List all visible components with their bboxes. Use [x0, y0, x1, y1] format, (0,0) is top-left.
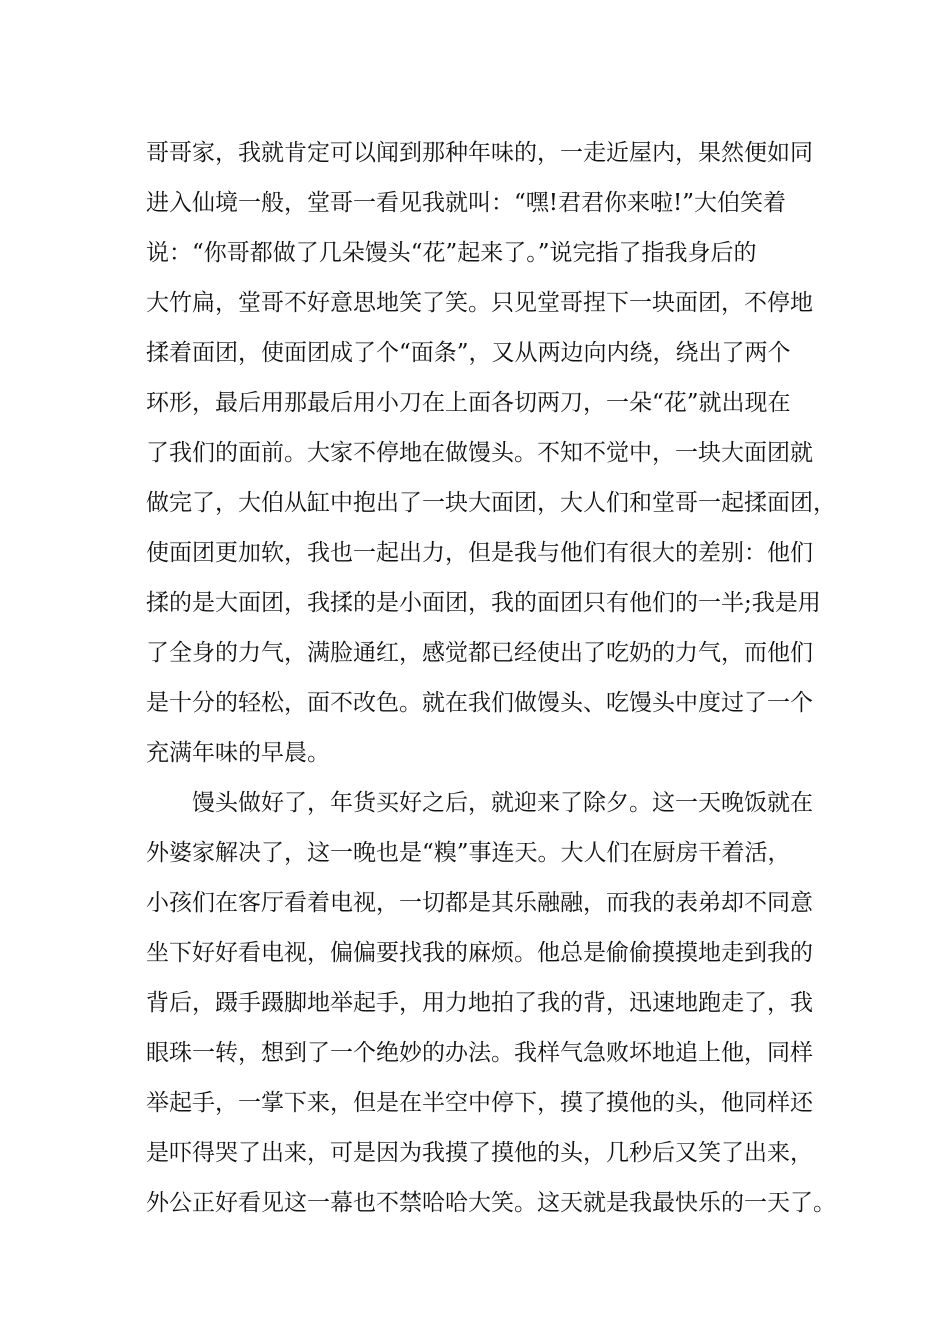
text-line: 充满年味的早晨。	[146, 740, 330, 766]
text-line: 外婆家解决了，这一晚也是“糗”事连天。大人们在厨房干着活，	[146, 840, 791, 866]
text-line: 小孩们在客厅看着电视，一切都是其乐融融，而我的表弟却不同意	[146, 890, 813, 916]
essay-text	[146, 128, 836, 1228]
text-line: 哥哥家，我就肯定可以闻到那种年味的，一走近屋内，果然便如同	[146, 140, 813, 166]
text-line: 坐下好好看电视，偏偏要找我的麻烦。他总是偷偷摸摸地走到我的	[146, 940, 813, 966]
text-line: 揉着面团，使面团成了个“面条”，又从两边向内绕，绕出了两个	[146, 340, 791, 366]
text-line: 背后，蹑手蹑脚地举起手，用力地拍了我的背，迅速地跑走了，我	[146, 990, 813, 1016]
text-line: 做完了，大伯从缸中抱出了一块大面团，大人们和堂哥一起揉面团，	[146, 490, 836, 516]
text-line: 了全身的力气，满脸通红，感觉都已经使出了吃奶的力气，而他们	[146, 640, 813, 666]
text-line: 大竹扁，堂哥不好意思地笑了笑。只见堂哥捏下一块面团，不停地	[146, 290, 813, 316]
text-line: 说：“你哥都做了几朵馒头“花”起来了。”说完指了指我身后的	[146, 240, 757, 266]
text-line: 是十分的轻松，面不改色。就在我们做馒头、吃馒头中度过了一个	[146, 690, 813, 716]
text-line: 使面团更加软，我也一起出力，但是我与他们有很大的差别：他们	[146, 540, 813, 566]
text-line: 举起手，一掌下来，但是在半空中停下，摸了摸他的头，他同样还	[146, 1090, 813, 1116]
text-line: 是吓得哭了出来，可是因为我摸了摸他的头，几秒后又笑了出来，	[146, 1140, 813, 1166]
text-line: 了我们的面前。大家不停地在做馒头。不知不觉中，一块大面团就	[146, 440, 813, 466]
text-line: 馒头做好了，年货买好之后，就迎来了除夕。这一天晚饭就在	[146, 790, 813, 816]
text-line: 进入仙境一般，堂哥一看见我就叫：“嘿!君君你来啦!”大伯笑着	[146, 190, 787, 216]
text-line: 外公正好看见这一幕也不禁哈哈大笑。这天就是我最快乐的一天了。	[146, 1190, 836, 1216]
text-line: 揉的是大面团，我揉的是小面团，我的面团只有他们的一半;我是用	[146, 590, 821, 616]
text-line: 环形，最后用那最后用小刀在上面各切两刀，一朵“花”就出现在	[146, 390, 791, 416]
text-line: 眼珠一转，想到了一个绝妙的办法。我样气急败坏地追上他，同样	[146, 1040, 813, 1066]
